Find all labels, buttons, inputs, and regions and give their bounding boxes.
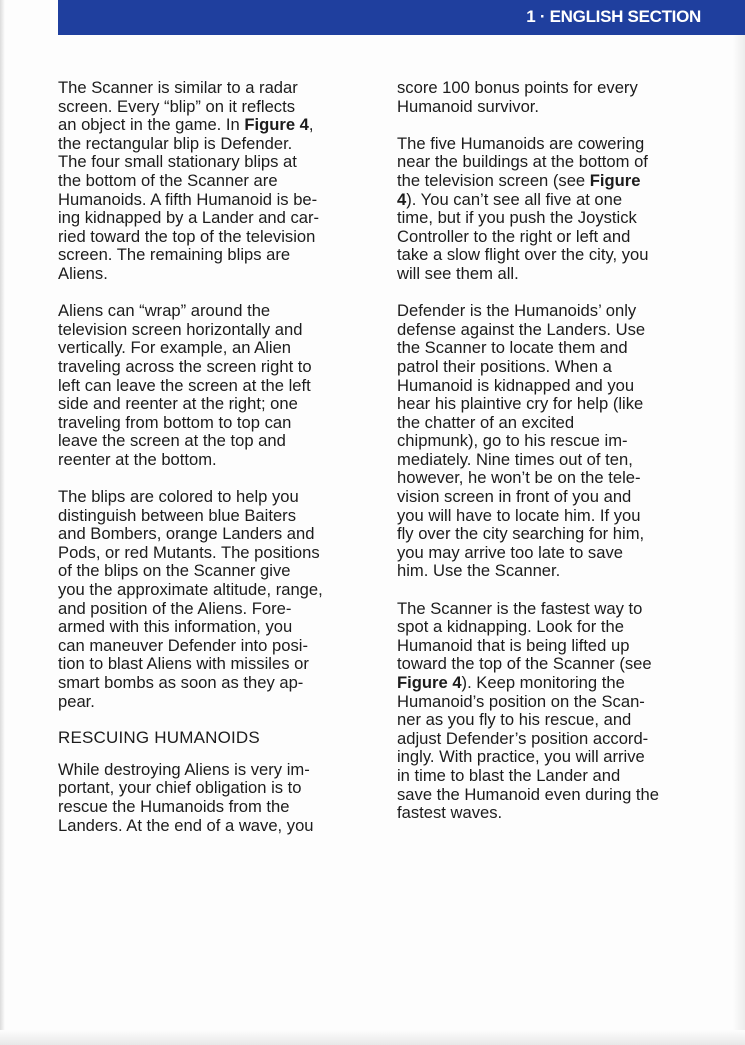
paragraph-bonus-points: score 100 bonus points for every Humanoid survivor. [397,78,638,116]
figure-reference: Figure 4 [397,673,462,692]
paragraph-scanner-fastest [397,600,699,823]
paragraph-text: The five Humanoids are cowering near the buildings at the bottom of the television screen (see [397,133,648,190]
figure-reference: Figure 4 [244,115,309,135]
paragraph-rescue-obligation: While destroying Aliens is very im- portant, your chief obligation is to rescue the Humanoids from the Landers. At the end of a wave, you [58,759,314,835]
paragraph-blip-colors: The blips are colored to help you distinguish between blue Baiters and Bombers, orange Landers and Pods, or red Mutants. The positions of the blips on the Scanner give you the approximate altitude, range, and position of the Aliens. Fore- armed with this information, you can maneuver Defender into posi- tion to blast Aliens with missiles or smart bombs as soon as they ap- pear. [58,487,323,711]
paragraph-text: , the rectangular blip is Defender. The four small stationary blips at the bottom of the Scanner are Humanoids. A fifth Humanoid is be- ing kidnapped by a Lander and car- ried toward the top of the television screen. The remaining blips are Aliens. [58,115,320,283]
page-edge-shadow-right [733,35,745,1030]
page-edge-shadow-bottom [0,1030,745,1045]
paragraph-text: ). You can’t see all five at one time, but if you push the Joystick Controller to the right or left and take a slow flight over the city, you will see them all. [397,189,649,283]
figure-reference: Figure 4 [397,170,641,209]
section-label: 1 · ENGLISH SECTION [526,7,701,26]
page-edge-shadow-left [0,0,5,1045]
paragraph-scanner-intro [58,79,360,284]
paragraph-defender-defense: Defender is the Humanoids’ only defense against the Landers. Use the Scanner to locate them and patrol their positions. When a Humanoid is kidnapped and you hear his plaintive cry for help (like the chatter of an excited chipmunk), go to his rescue im- mediately. Nine times out of ten, however, he won’t be on the tele- vision screen in front of you and you will have to locate him. If you fly over the city searching for him, you may arrive too late to save him. Use the Scanner. [397,301,646,581]
paragraph-humanoids-cowering [397,135,699,284]
paragraph-text: ). Keep monitoring the Humanoid’s position on the Scan- ner as you fly to his rescue, and adjust Defender’s position accord- ingly. With practice, you will arrive in time to blast the Lander and save the Humanoid even during the fastest waves. [397,673,659,823]
paragraph-text: The Scanner is similar to a radar screen. Every “blip” on it reflects an object in the game. In [58,78,298,135]
paragraph-aliens-wrap: Aliens can “wrap” around the television screen horizontally and vertically. For example, an Alien traveling across the screen right to left can leave the screen at the left side and reenter at the right; one traveling from bottom to top can leave the screen at the top and reenter at the bottom. [58,301,312,469]
paragraph-text: The Scanner is the fastest way to spot a kidnapping. Look for the Humanoid that is being lifted up toward the top of the Scanner (see [397,598,652,674]
section-header-bar [58,0,745,35]
right-column [397,79,699,823]
left-column [58,79,360,835]
heading-rescuing-humanoids: RESCUING HUMANOIDS [58,728,260,748]
